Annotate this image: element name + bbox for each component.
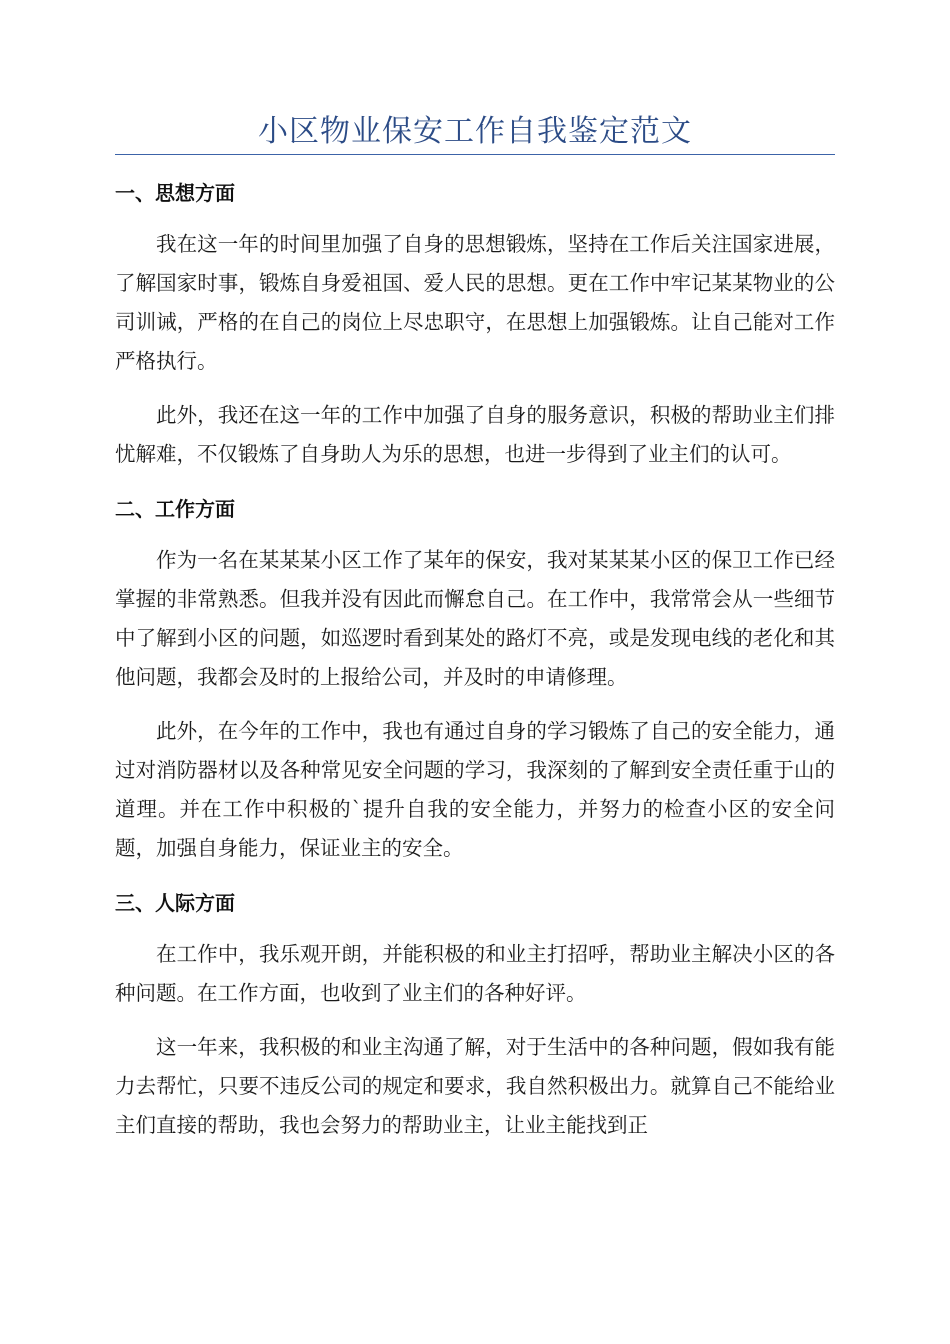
document-title: 小区物业保安工作自我鉴定范文 [258, 114, 692, 149]
paragraph: 在工作中，我乐观开朗，并能积极的和业主打招呼，帮助业主解决小区的各种问题。在工作方面，也收到了业主们的各种好评。 [115, 942, 835, 1005]
section-work [115, 489, 835, 868]
paragraph: 此外，我还在这一年的工作中加强了自身的服务意识，积极的帮助业主们排忧解难，不仅锻炼了自身助人为乐的思想，也进一步得到了业主们的认可。 [115, 403, 835, 466]
section-interpersonal [115, 883, 835, 1145]
title-underline [115, 154, 835, 155]
paragraph: 这一年来，我积极的和业主沟通了解，对于生活中的各种问题，假如我有能力去帮忙，只要不违反公司的规定和要求，我自然积极出力。就算自己不能给业主们直接的帮助，我也会努力的帮助业主，让业主能找到正 [115, 1035, 835, 1137]
paragraph: 此外，在今年的工作中，我也有通过自身的学习锻炼了自己的安全能力，通过对消防器材以及各种常见安全问题的学习，我深刻的了解到安全责任重于山的道理。并在工作中积极的`提升自我的安全能力，并努力的检查小区的安全问题，加强自身能力，保证业主的安全。 [115, 719, 835, 860]
section-thought [115, 173, 835, 474]
paragraph: 我在这一年的时间里加强了自身的思想锻炼，坚持在工作后关注国家进展，了解国家时事，锻炼自身爱祖国、爱人民的思想。更在工作中牢记某某物业的公司训诫，严格的在自己的岗位上尽忠职守，在思想上加强锻炼。让自己能对工作严格执行。 [115, 232, 835, 373]
paragraph: 作为一名在某某某小区工作了某年的保安，我对某某某小区的保卫工作已经掌握的非常熟悉。但我并没有因此而懈怠自己。在工作中，我常常会从一些细节中了解到小区的问题，如巡逻时看到某处的路灯不亮，或是发现电线的老化和其他问题，我都会及时的上报给公司，并及时的申请修理。 [115, 548, 835, 689]
section-heading: 三、人际方面 [115, 891, 235, 915]
document-body [115, 173, 835, 1160]
section-heading: 二、工作方面 [115, 497, 235, 521]
section-heading: 一、思想方面 [115, 181, 235, 205]
